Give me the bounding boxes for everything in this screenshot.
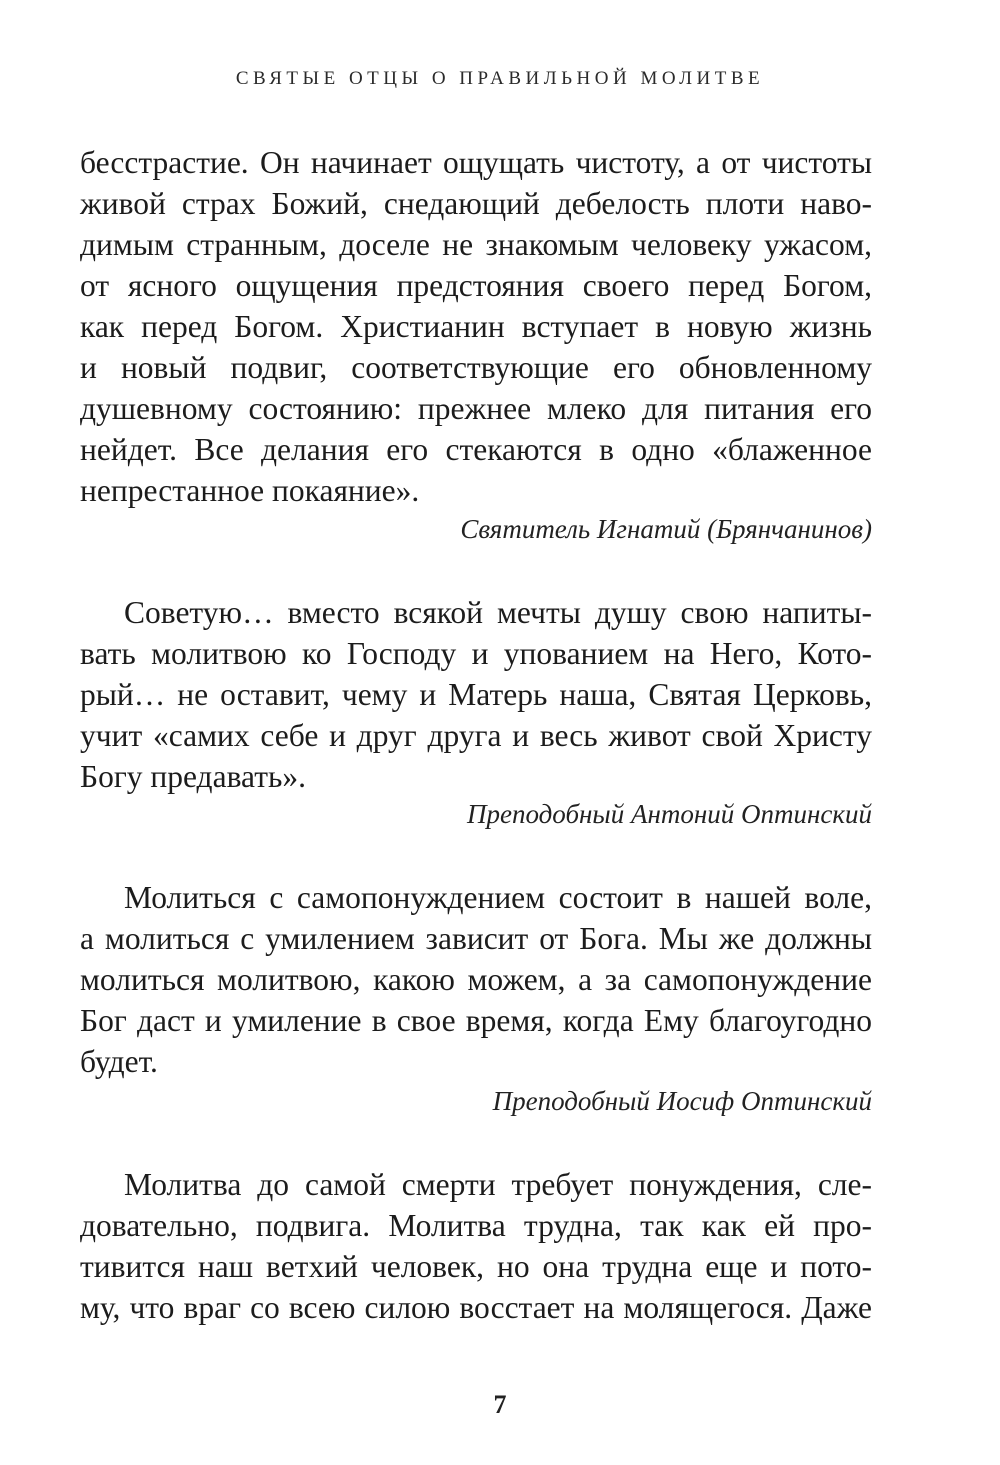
passage-line: учит «самих себе и друг друга и весь живот свой Христу bbox=[80, 718, 872, 753]
page-number: 7 bbox=[493, 1390, 507, 1419]
passage-line: бесстрастие. Он начинает ощущать чистоту, а от чистоты bbox=[80, 145, 872, 180]
passage-line: душевному состоянию: прежнее млеко для питания его bbox=[80, 391, 872, 426]
attribution: Преподобный Антоний Оптинский bbox=[467, 799, 872, 829]
passage-line: рый… не оставит, чему и Матерь наша, Святая Церковь, bbox=[80, 677, 872, 712]
attribution: Преподобный Иосиф Оптинский bbox=[492, 1086, 872, 1116]
passage-line: нейдет. Все делания его стекаются в одно «блаженное bbox=[80, 432, 872, 467]
passage-line: Богу предавать». bbox=[80, 759, 306, 794]
passage-line: Бог даст и умиление в свое время, когда Ему благоугодно bbox=[80, 1003, 872, 1038]
passage-line: как перед Богом. Христианин вступает в новую жизнь bbox=[80, 309, 872, 344]
passage-line: довательно, подвига. Молитва трудна, так как ей про- bbox=[80, 1208, 872, 1243]
passage-line: и новый подвиг, соответствующие его обновленному bbox=[80, 350, 872, 385]
passage-line: Молиться с самопонуждением состоит в нашей воле, bbox=[124, 880, 872, 915]
passage-line: Молитва до самой смерти требует понуждения, сле- bbox=[124, 1167, 872, 1202]
passage-line: будет. bbox=[80, 1044, 158, 1079]
passage-line: от ясного ощущения предстояния своего перед Богом, bbox=[80, 268, 872, 303]
running-head: СВЯТЫЕ ОТЦЫ О ПРАВИЛЬНОЙ МОЛИТВЕ bbox=[235, 68, 765, 89]
passage-line: живой страх Божий, снедающий дебелость плоти наво- bbox=[80, 186, 872, 221]
passage-line: му, что враг со всею силою восстает на молящегося. Даже bbox=[80, 1290, 872, 1325]
passage-line: тивится наш ветхий человек, но она трудна еще и пото- bbox=[80, 1249, 872, 1284]
attribution: Святитель Игнатий (Брянчанинов) bbox=[460, 514, 872, 544]
passage-line: Советую… вместо всякой мечты душу свою напиты- bbox=[124, 595, 872, 630]
passage-line: вать молитвою ко Господу и упованием на Него, Кото- bbox=[80, 636, 872, 671]
passage-line: а молиться с умилением зависит от Бога. Мы же должны bbox=[80, 921, 872, 956]
passage-line: непрестанное покаяние». bbox=[80, 473, 420, 508]
passage-line: молиться молитвою, какою можем, а за самопонуждение bbox=[80, 962, 872, 997]
passage-line: димым странным, доселе не знакомым человеку ужасом, bbox=[80, 227, 872, 262]
